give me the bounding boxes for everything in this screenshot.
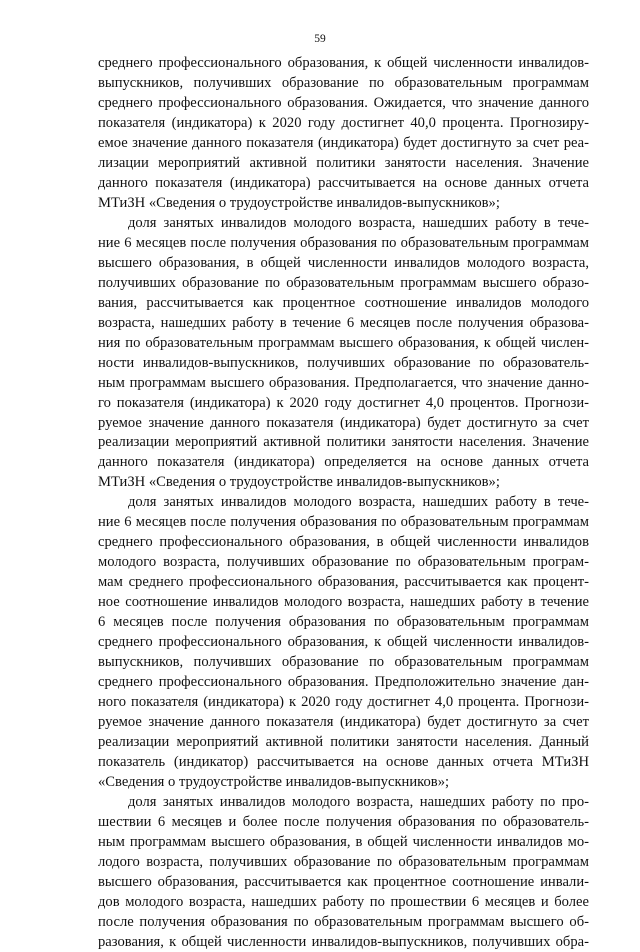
text-line: высшего образования, рассчитывается как процентное соотношение инвали- bbox=[98, 873, 589, 890]
text-line: выпускников, получивших образование по образовательным программам bbox=[98, 75, 589, 91]
page-number: 59 bbox=[314, 33, 326, 45]
text-line: молодого возраста, получивших образование по образовательным програм- bbox=[98, 554, 589, 571]
text-line: ным программам высшего образования, в общей численности инвалидов мо- bbox=[98, 833, 589, 850]
text-line: высшего образования, в общей численности инвалидов молодого возраста, bbox=[98, 254, 589, 271]
text-line: доля занятых инвалидов молодого возраста, нашедших работу в тече- bbox=[128, 214, 589, 231]
text-line: ное соотношение инвалидов молодого возраста, нашедших работу в течение bbox=[98, 594, 589, 611]
text-line: среднего профессионального образования. Ожидается, что значение данного bbox=[98, 94, 589, 111]
text-line: среднего профессионального образования, к общей численности инвалидов- bbox=[98, 634, 589, 651]
text-line: 6 месяцев после получения образования по образовательным программам bbox=[98, 614, 589, 631]
text-line: ности инвалидов-выпускников, получивших образование по образователь- bbox=[98, 354, 589, 371]
text-line: данного показателя (индикатора) рассчитывается на основе данных отчета bbox=[98, 174, 589, 191]
text-line: ние 6 месяцев после получения образования по образовательным программам bbox=[98, 514, 589, 531]
text-line: доля занятых инвалидов молодого возраста, нашедших работу по про- bbox=[128, 793, 589, 810]
text-line: «Сведения о трудоустройстве инвалидов-выпускников»; bbox=[98, 773, 450, 790]
text-line: руемое значение данного показателя (индикатора) будет достигнуто за счет bbox=[98, 414, 589, 431]
text-line: разования, к общей численности инвалидов-выпускников, получивших обра- bbox=[98, 933, 589, 950]
text-line: ния по образовательным программам высшего образования, к общей числен- bbox=[98, 334, 589, 351]
text-line: го показателя (индикатора) к 2020 году достигнет 4,0 процентов. Прогнози- bbox=[98, 394, 589, 411]
text-line: шествии 6 месяцев и более после получения образования по образователь- bbox=[98, 813, 589, 830]
text-line: показатель (индикатор) рассчитывается на основе данных отчета МТиЗН bbox=[98, 753, 589, 770]
text-line: данного показателя (индикатора) определяется на основе данных отчета bbox=[98, 454, 589, 471]
text-line: ным программам высшего образования. Предполагается, что значение данно- bbox=[98, 374, 589, 391]
text-line: возраста, нашедших работу в течение 6 месяцев после получения образова- bbox=[98, 314, 589, 331]
text-line: реализации мероприятий активной политики занятости населения. Значение bbox=[98, 434, 589, 451]
text-line: лизации мероприятий активной политики занятости населения. Значение bbox=[98, 154, 589, 171]
text-line: дов молодого возраста, нашедших работу по прошествии 6 месяцев и более bbox=[98, 893, 589, 910]
text-line: среднего профессионального образования, к общей численности инвалидов- bbox=[98, 55, 589, 71]
text-line: вания, рассчитывается как процентное соотношение инвалидов молодого bbox=[98, 294, 589, 311]
text-line: руемое значение данного показателя (индикатора) будет достигнуто за счет bbox=[98, 714, 589, 730]
text-line: ние 6 месяцев после получения образования по образовательным программам bbox=[98, 234, 589, 251]
text-line: ного показателя (индикатора) к 2020 году достигнет 4,0 процента. Прогнози- bbox=[98, 694, 589, 710]
text-line: МТиЗН «Сведения о трудоустройстве инвалидов-выпускников»; bbox=[98, 474, 500, 491]
text-line: после получения образования по образовательным программам высшего об- bbox=[98, 913, 589, 930]
text-line: лодого возраста, получивших образование по образовательным программам bbox=[98, 853, 589, 870]
text-line: емое значение данного показателя (индикатора) будет достигнуто за счет реа- bbox=[98, 134, 589, 151]
text-line: среднего профессионального образования, в общей численности инвалидов bbox=[98, 534, 589, 551]
text-line: реализации мероприятий активной политики занятости населения. Данный bbox=[98, 734, 589, 750]
text-line: доля занятых инвалидов молодого возраста, нашедших работу в тече- bbox=[128, 494, 589, 511]
text-line: МТиЗН «Сведения о трудоустройстве инвалидов-выпускников»; bbox=[98, 194, 500, 211]
text-line: получивших образование по образовательным программам высшего образо- bbox=[98, 274, 589, 291]
text-line: мам среднего профессионального образования, рассчитывается как процент- bbox=[98, 574, 589, 591]
text-line: среднего профессионального образования. Предположительно значение дан- bbox=[98, 674, 589, 691]
text-line: показателя (индикатора) к 2020 году достигнет 40,0 процента. Прогнозиру- bbox=[98, 114, 589, 131]
text-line: выпускников, получивших образование по образовательным программам bbox=[98, 654, 589, 671]
